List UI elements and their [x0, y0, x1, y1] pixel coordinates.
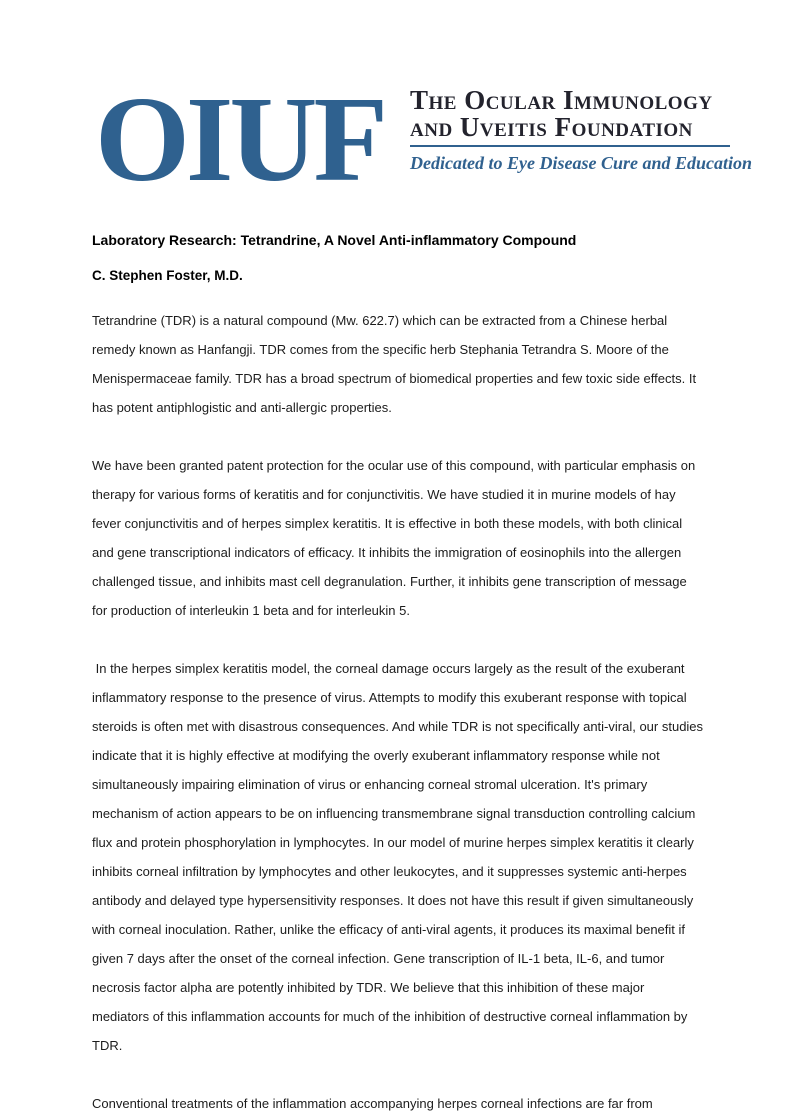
article — [92, 231, 704, 1118]
article-paragraph-2: We have been granted patent protection for the ocular use of this compound, with particular emphasis on therapy for various forms of keratitis and for conjunctivitis. We have studied it in murine models of hay fever conjunctivitis and of herpes simplex keratitis. It is effective in both these models, with both clinical and gene transcriptional indicators of efficacy. It inhibits the immigration of eosinophils into the allergen challenged tissue, and inhibits mast cell degranulation. Further, it inhibits gene transcription of message for production of interleukin 1 beta and for interleukin 5. — [92, 458, 696, 618]
logo-text-block — [410, 85, 752, 188]
article-title: Laboratory Research: Tetrandrine, A Novel Anti-inflammatory Compound — [92, 232, 577, 248]
logo-name-line1: The Ocular Immunology — [410, 85, 713, 115]
article-paragraph-4: Conventional treatments of the inflammation accompanying herpes corneal infections are far from — [92, 1096, 653, 1111]
article-paragraph-1: Tetrandrine (TDR) is a natural compound (Mw. 622.7) which can be extracted from a Chinese herbal remedy known as Hanfangji. TDR comes from the specific herb Stephania Tetrandra S. Moore of the Menispermaceae family. TDR has a broad spectrum of biomedical properties and few toxic side effects. It has potent antiphlogistic and anti-allergic properties. — [92, 313, 697, 415]
logo-rule — [410, 145, 730, 147]
oiuf-logo-acronym: OIUF — [95, 72, 384, 207]
logo-tagline: Dedicated to Eye Disease Cure and Education — [410, 153, 752, 173]
oiuf-logo — [95, 72, 752, 207]
article-paragraph-3: In the herpes simplex keratitis model, the corneal damage occurs largely as the result of the exuberant inflammatory response to the presence of virus. Attempts to modify this exuberant response with topical steroids is often met with disastrous consequences. And while TDR is not specifically anti-viral, our studies indicate that it is highly effective at modifying the overly exuberant inflammatory response while not simultaneously impairing elimination of virus or enhancing corneal stromal ulceration. It's primary mechanism of action appears to be on influencing transmembrane signal transduction controlling calcium flux and protein phosphorylation in lymphocytes. In our model of murine herpes simplex keratitis it clearly inhibits corneal infiltration by lymphocytes and other leukocytes, and it suppresses systemic anti-herpes antibody and delayed type hypersensitivity responses. It does not have this result if given simultaneously with corneal inoculation. Rather, unlike the efficacy of anti-viral agents, it produces its maximal benefit if given 7 days after the onset of the corneal infection. Gene transcription of IL-1 beta, IL-6, and tumor necrosis factor alpha are potently inhibited by TDR. We believe that this inhibition of these major mediators of this inflammation accounts for much of the inhibition of destructive corneal inflammation by TDR. — [92, 661, 704, 1053]
article-author: C. Stephen Foster, M.D. — [92, 268, 243, 283]
logo-name-line2: and Uveitis Foundation — [410, 112, 693, 142]
